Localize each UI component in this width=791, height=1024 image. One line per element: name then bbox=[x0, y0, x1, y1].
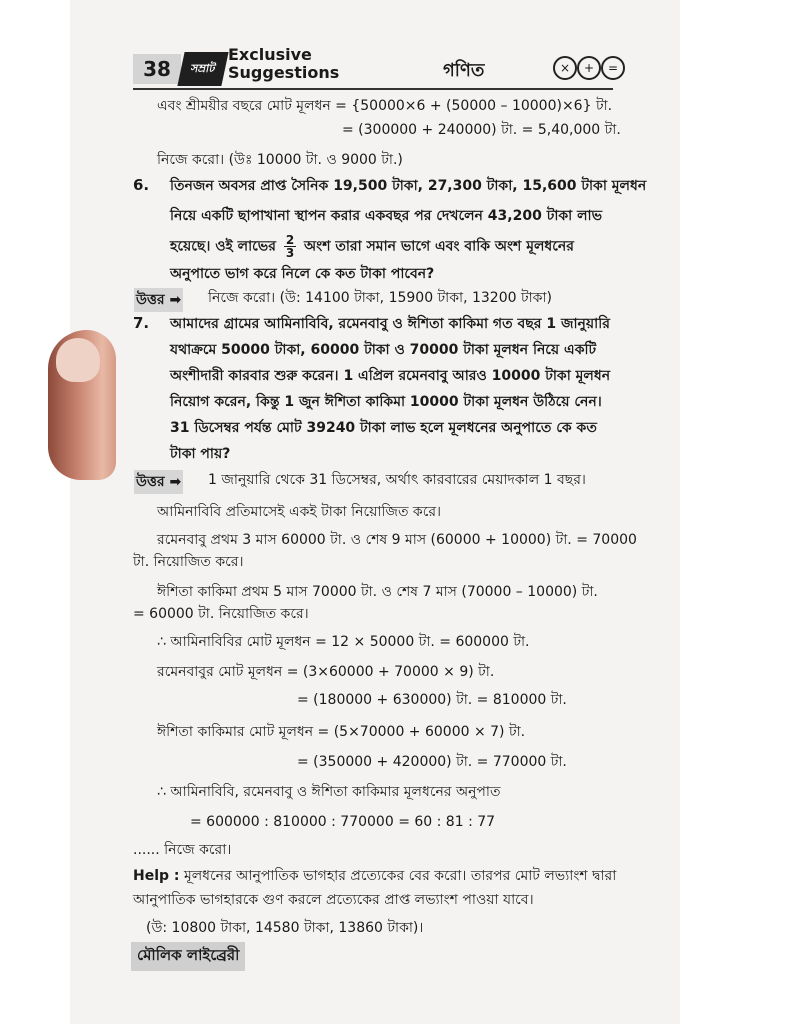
question-text: তিনজন অবসর প্রাপ্ত সৈনিক 19,500 টাকা, 27,300 টাকা, 15,600 টাকা মূলধন bbox=[170, 178, 647, 194]
solution-line: = (350000 + 420000) টা. = 770000 টা. bbox=[297, 754, 567, 770]
question-text: যথাক্রমে 50000 টাকা, 60000 টাকা ও 70000 টাকা মূলধন নিয়ে একটি bbox=[170, 342, 597, 358]
question-text: অনুপাতে ভাগ করে নিলে কে কত টাকা পাবেন? bbox=[170, 266, 435, 282]
brand-line2: Suggestions bbox=[228, 63, 340, 82]
answer-label: উত্তর ➡ bbox=[134, 470, 183, 494]
solution-line: = 60000 টা. নিয়োজিত করে। bbox=[133, 606, 309, 622]
equals-icon: = bbox=[601, 56, 625, 80]
footer-brand: মৌলিক লাইব্রেরী bbox=[131, 942, 245, 971]
subject-title: গণিত bbox=[443, 60, 485, 81]
solution-line: ...... নিজে করো। bbox=[133, 842, 232, 858]
question-text bbox=[170, 234, 574, 259]
question-text-part: অংশ তারা সমান ভাগে এবং বাকি অংশ মূলধনের bbox=[304, 238, 574, 255]
question-text: অংশীদারী কারবার শুরু করেন। 1 এপ্রিল রমেনবাবু আরও 10000 টাকা মূলধন bbox=[170, 368, 611, 384]
solution-line: রমেনবাবুর মোট মূলধন = (3×60000 + 70000 × 9) টা. bbox=[157, 664, 495, 680]
solution-line: = (180000 + 630000) টা. = 810000 টা. bbox=[297, 692, 567, 708]
question-text: টাকা পায়? bbox=[170, 446, 231, 462]
answer-label: উত্তর ➡ bbox=[134, 288, 183, 312]
solution-line: আমিনাবিবি প্রতিমাসেই একই টাকা নিয়োজিত করে। bbox=[157, 504, 442, 520]
help-text: মূলধনের আনুপাতিক ভাগহার প্রত্যেকের বের করো। তারপর মোট লভ্যাংশ দ্বারা bbox=[183, 868, 617, 884]
answer-text: 1 জানুয়ারি থেকে 31 ডিসেম্বর, অর্থাৎ কারবারের মেয়াদকাল 1 বছর। bbox=[208, 472, 586, 488]
fraction-denominator: 3 bbox=[285, 246, 295, 260]
fraction bbox=[284, 234, 296, 259]
plus-icon: + bbox=[577, 56, 601, 80]
answer-text: নিজে করো। (উ: 14100 টাকা, 15900 টাকা, 13200 টাকা) bbox=[208, 290, 552, 306]
question-text: আমাদের গ্রামের আমিনাবিবি, রমেনবাবু ও ঈশিতা কাকিমা গত বছর 1 জানুয়ারি bbox=[170, 316, 610, 332]
solution-line: ঈশিতা কাকিমা প্রথম 5 মাস 70000 টা. ও শেষ 7 মাস (70000 – 10000) টা. bbox=[157, 584, 598, 600]
text-line: নিজে করো। (উঃ 10000 টা. ও 9000 টা.) bbox=[157, 152, 403, 168]
question-text-part: হয়েছে। ওই লাভের bbox=[170, 238, 276, 255]
question-text: নিয়োগ করেন, কিন্তু 1 জুন ঈশিতা কাকিমা 10000 টাকা মূলধন উঠিয়ে নেন। bbox=[170, 394, 602, 410]
solution-line: = 600000 : 810000 : 770000 = 60 : 81 : 77 bbox=[190, 814, 496, 830]
help-label: Help : bbox=[133, 868, 180, 884]
solution-line: টা. নিয়োজিত করে। bbox=[133, 554, 244, 570]
multiply-icon: × bbox=[553, 56, 577, 80]
help-line bbox=[133, 866, 616, 886]
solution-line: ∴ আমিনাবিবির মোট মূলধন = 12 × 50000 টা. = 600000 টা. bbox=[157, 634, 530, 650]
help-answer: (উ: 10800 টাকা, 14580 টাকা, 13860 টাকা)। bbox=[146, 920, 424, 936]
solution-line: ∴ আমিনাবিবি, রমেনবাবু ও ঈশিতা কাকিমার মূলধনের অনুপাত bbox=[157, 784, 501, 800]
help-line: আনুপাতিক ভাগহারকে গুণ করলে প্রত্যেকের প্রাপ্ত লভ্যাংশ পাওয়া যাবে। bbox=[133, 892, 534, 908]
solution-line: ঈশিতা কাকিমার মোট মূলধন = (5×70000 + 60000 × 7) টা. bbox=[157, 724, 526, 740]
solution-line: রমেনবাবু প্রথম 3 মাস 60000 টা. ও শেষ 9 মাস (60000 + 10000) টা. = 70000 bbox=[157, 532, 637, 548]
text-line: = (300000 + 240000) টা. = 5,40,000 টা. bbox=[342, 122, 621, 138]
text-line: এবং শ্রীময়ীর বছরে মোট মূলধন = {50000×6 + (50000 – 10000)×6} টা. bbox=[157, 98, 613, 114]
question-number: 7. bbox=[133, 314, 150, 332]
question-text: 31 ডিসেম্বর পর্যন্ত মোট 39240 টাকা লাভ হলে মূলধনের অনুপাতে কে কত bbox=[170, 420, 597, 436]
page-number: 38 bbox=[133, 54, 181, 84]
question-text: নিয়ে একটি ছাপাখানা স্থাপন করার একবছর পর দেখলেন 43,200 টাকা লাভ bbox=[170, 208, 603, 224]
fraction-numerator: 2 bbox=[285, 233, 295, 247]
publisher-logo: সম্রাট bbox=[177, 52, 228, 86]
question-number: 6. bbox=[133, 176, 150, 194]
brand-line1: Exclusive bbox=[228, 45, 312, 64]
